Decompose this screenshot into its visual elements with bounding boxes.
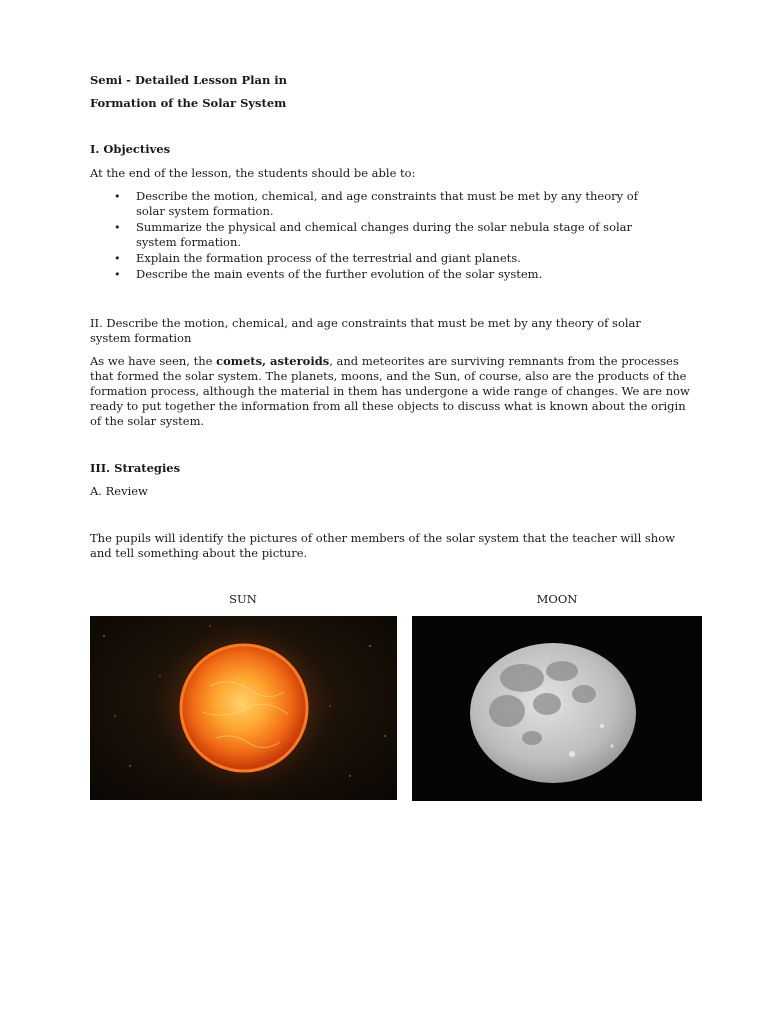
objective-text: Summarize the physical and chemical changes during the solar nebula stage of solar system formation. (136, 220, 633, 249)
para-rest: , and meteorites are surviving remnants from the processes that formed the solar system. The planets, moons, and the Sun, of course, also are the products of the formation process, although the material in them has undergone a wide range of changes. We are now ready to put together the information from all these objects to discuss what is known about the origin of the solar system. (90, 354, 690, 428)
bullet-icon: • (114, 190, 121, 203)
moon-image (412, 616, 702, 801)
bullet-icon: • (114, 221, 121, 234)
section-2-heading: II. Describe the motion, chemical, and age constraints that must be met by any theory of solar system formation (90, 316, 641, 345)
moon-illustration (412, 616, 702, 801)
para-start: As we have seen, the (90, 354, 217, 368)
pupils-paragraph: The pupils will identify the pictures of other members of the solar system that the teacher will show and tell something about the picture. (90, 531, 675, 560)
objective-text: Describe the main events of the further evolution of the solar system. (136, 267, 543, 281)
bullet-icon: • (114, 268, 121, 281)
bullet-icon: • (114, 252, 121, 265)
list-item (90, 251, 650, 266)
body-paragraph (90, 354, 690, 429)
list-item (90, 267, 650, 282)
sun-caption: SUN (229, 592, 257, 606)
objectives-heading: I. Objectives (90, 142, 171, 156)
sun-illustration (90, 616, 397, 800)
doc-title-line-1: Semi - Detailed Lesson Plan in (90, 73, 288, 87)
sun-image (90, 616, 397, 800)
doc-title-line-2: Formation of the Solar System (90, 96, 287, 110)
list-item (90, 189, 650, 219)
objective-text: Describe the motion, chemical, and age constraints that must be met by any theory of solar system formation. (136, 189, 638, 218)
strategies-heading: III. Strategies (90, 461, 181, 475)
review-label: A. Review (90, 484, 148, 498)
objectives-intro: At the end of the lesson, the students should be able to: (90, 166, 416, 180)
list-item (90, 220, 650, 250)
moon-caption: MOON (536, 592, 578, 606)
objectives-list (90, 189, 650, 283)
para-bold: comets, asteroids (216, 354, 330, 368)
objective-text: Explain the formation process of the terrestrial and giant planets. (136, 251, 521, 265)
